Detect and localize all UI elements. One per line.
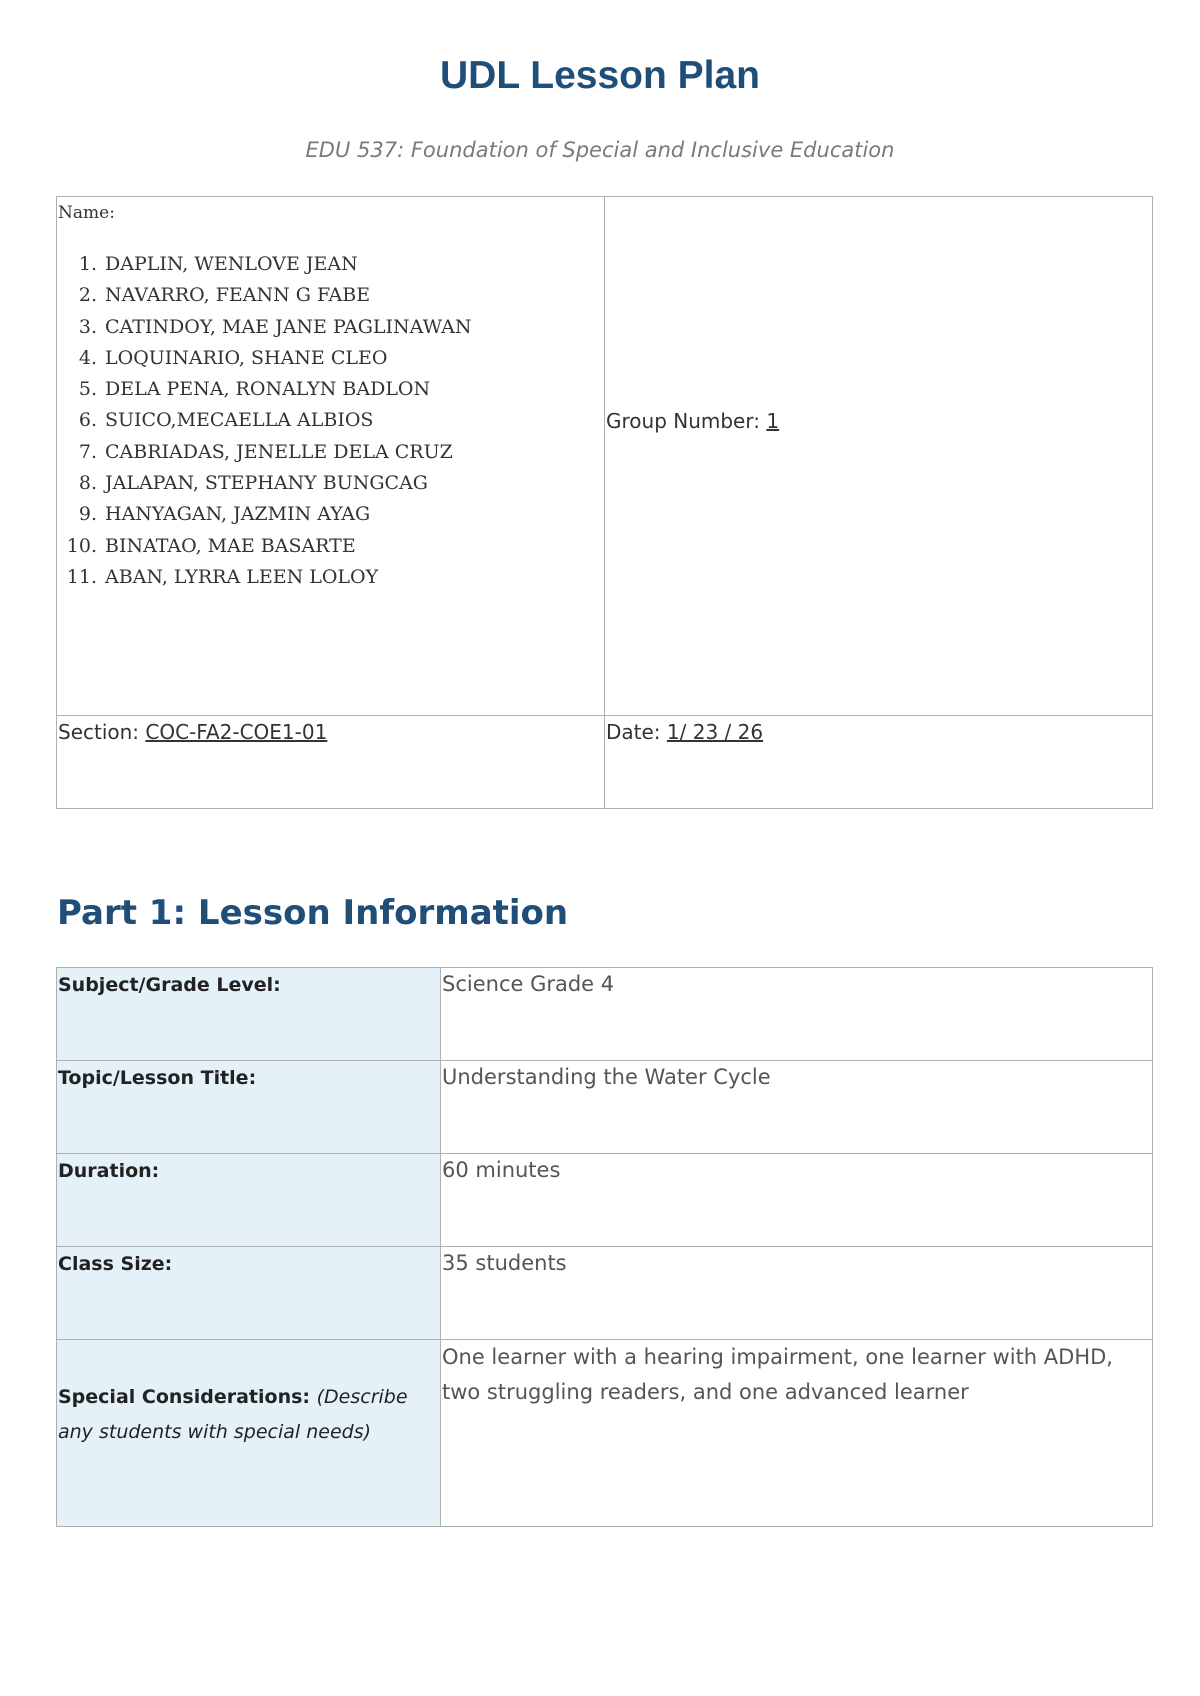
section-field: [57, 716, 604, 744]
table-row: [57, 1247, 1153, 1340]
section-value: COC-FA2-COE1-01: [145, 720, 328, 744]
member-name: CABRIADAS, JENELLE DELA CRUZ: [105, 440, 453, 463]
section-cell: [57, 716, 605, 809]
member-number: 6.: [78, 409, 97, 432]
member-name: CATINDOY, MAE JANE PAGLINAWAN: [105, 315, 472, 338]
member-name: LOQUINARIO, SHANE CLEO: [105, 346, 388, 369]
date-field: [605, 716, 1152, 744]
date-label: Date:: [606, 720, 667, 744]
member-item: [57, 280, 604, 311]
special-considerations-title: Special Considerations:: [58, 1386, 317, 1408]
member-item: [57, 343, 604, 374]
member-name: BINATAO, MAE BASARTE: [105, 534, 356, 557]
member-number: 9.: [78, 503, 97, 526]
document-subtitle: EDU 537: Foundation of Special and Inclusive Education: [305, 138, 895, 162]
topic-label: Topic/Lesson Title:: [57, 1061, 441, 1154]
group-info-table: [56, 196, 1153, 809]
member-item: [57, 312, 604, 343]
special-considerations-note: (Describe any students with special needs): [58, 1386, 408, 1443]
group-number-label: Group Number:: [606, 409, 767, 433]
topic-value: Understanding the Water Cycle: [441, 1061, 1153, 1154]
member-name: HANYAGAN, JAZMIN AYAG: [105, 503, 371, 526]
member-name: NAVARRO, FEANN G FABE: [105, 284, 371, 307]
member-number: 3.: [78, 315, 97, 338]
section-label: Section:: [58, 720, 146, 744]
member-number: 7.: [78, 440, 97, 463]
member-name: DELA PENA, RONALYN BADLON: [105, 378, 431, 401]
member-name: ABAN, LYRRA LEEN LOLOY: [105, 565, 379, 588]
table-row: [57, 1061, 1153, 1154]
member-item: [57, 437, 604, 468]
member-item: [57, 531, 604, 562]
member-list: [57, 249, 604, 593]
document-title: UDL Lesson Plan: [439, 54, 761, 97]
date-value: 1/ 23 / 26: [666, 720, 764, 744]
member-name: JALAPAN, STEPHANY BUNGCAG: [105, 472, 428, 495]
table-row: [57, 968, 1153, 1061]
names-cell: [57, 197, 605, 716]
subject-label: Subject/Grade Level:: [57, 968, 441, 1061]
member-number: 5.: [78, 378, 97, 401]
date-cell: [605, 716, 1153, 809]
member-item: [57, 249, 604, 280]
member-number: 8.: [78, 472, 97, 495]
group-number-field: [605, 409, 1152, 503]
member-item: [57, 405, 604, 436]
member-item: [57, 374, 604, 405]
member-number: 11.: [66, 565, 97, 588]
table-row: [57, 1154, 1153, 1247]
part1-heading: Part 1: Lesson Information: [57, 893, 569, 933]
name-label: Name:: [58, 203, 115, 223]
class-size-value: 35 students: [441, 1247, 1153, 1340]
duration-value: 60 minutes: [441, 1154, 1153, 1247]
member-number: 4.: [78, 346, 97, 369]
special-considerations-label: [57, 1340, 441, 1527]
member-name: SUICO,MECAELLA ALBIOS: [105, 409, 374, 432]
member-number: 1.: [78, 253, 97, 275]
special-considerations-value: One learner with a hearing impairment, one learner with ADHD, two struggling readers, and one advanced learner: [441, 1340, 1153, 1527]
member-item: [57, 499, 604, 530]
class-size-label: Class Size:: [57, 1247, 441, 1340]
member-name: DAPLIN, WENLOVE JEAN: [105, 253, 358, 275]
member-number: 2.: [78, 284, 97, 307]
duration-label: Duration:: [57, 1154, 441, 1247]
group-number-cell: [605, 197, 1153, 716]
member-item: [57, 468, 604, 499]
member-number: 10.: [66, 534, 97, 557]
lesson-info-table: [56, 967, 1153, 1527]
subject-value: Science Grade 4: [441, 968, 1153, 1061]
group-number-value: 1: [766, 409, 780, 433]
table-row: [57, 1340, 1153, 1527]
member-item: [57, 562, 604, 593]
